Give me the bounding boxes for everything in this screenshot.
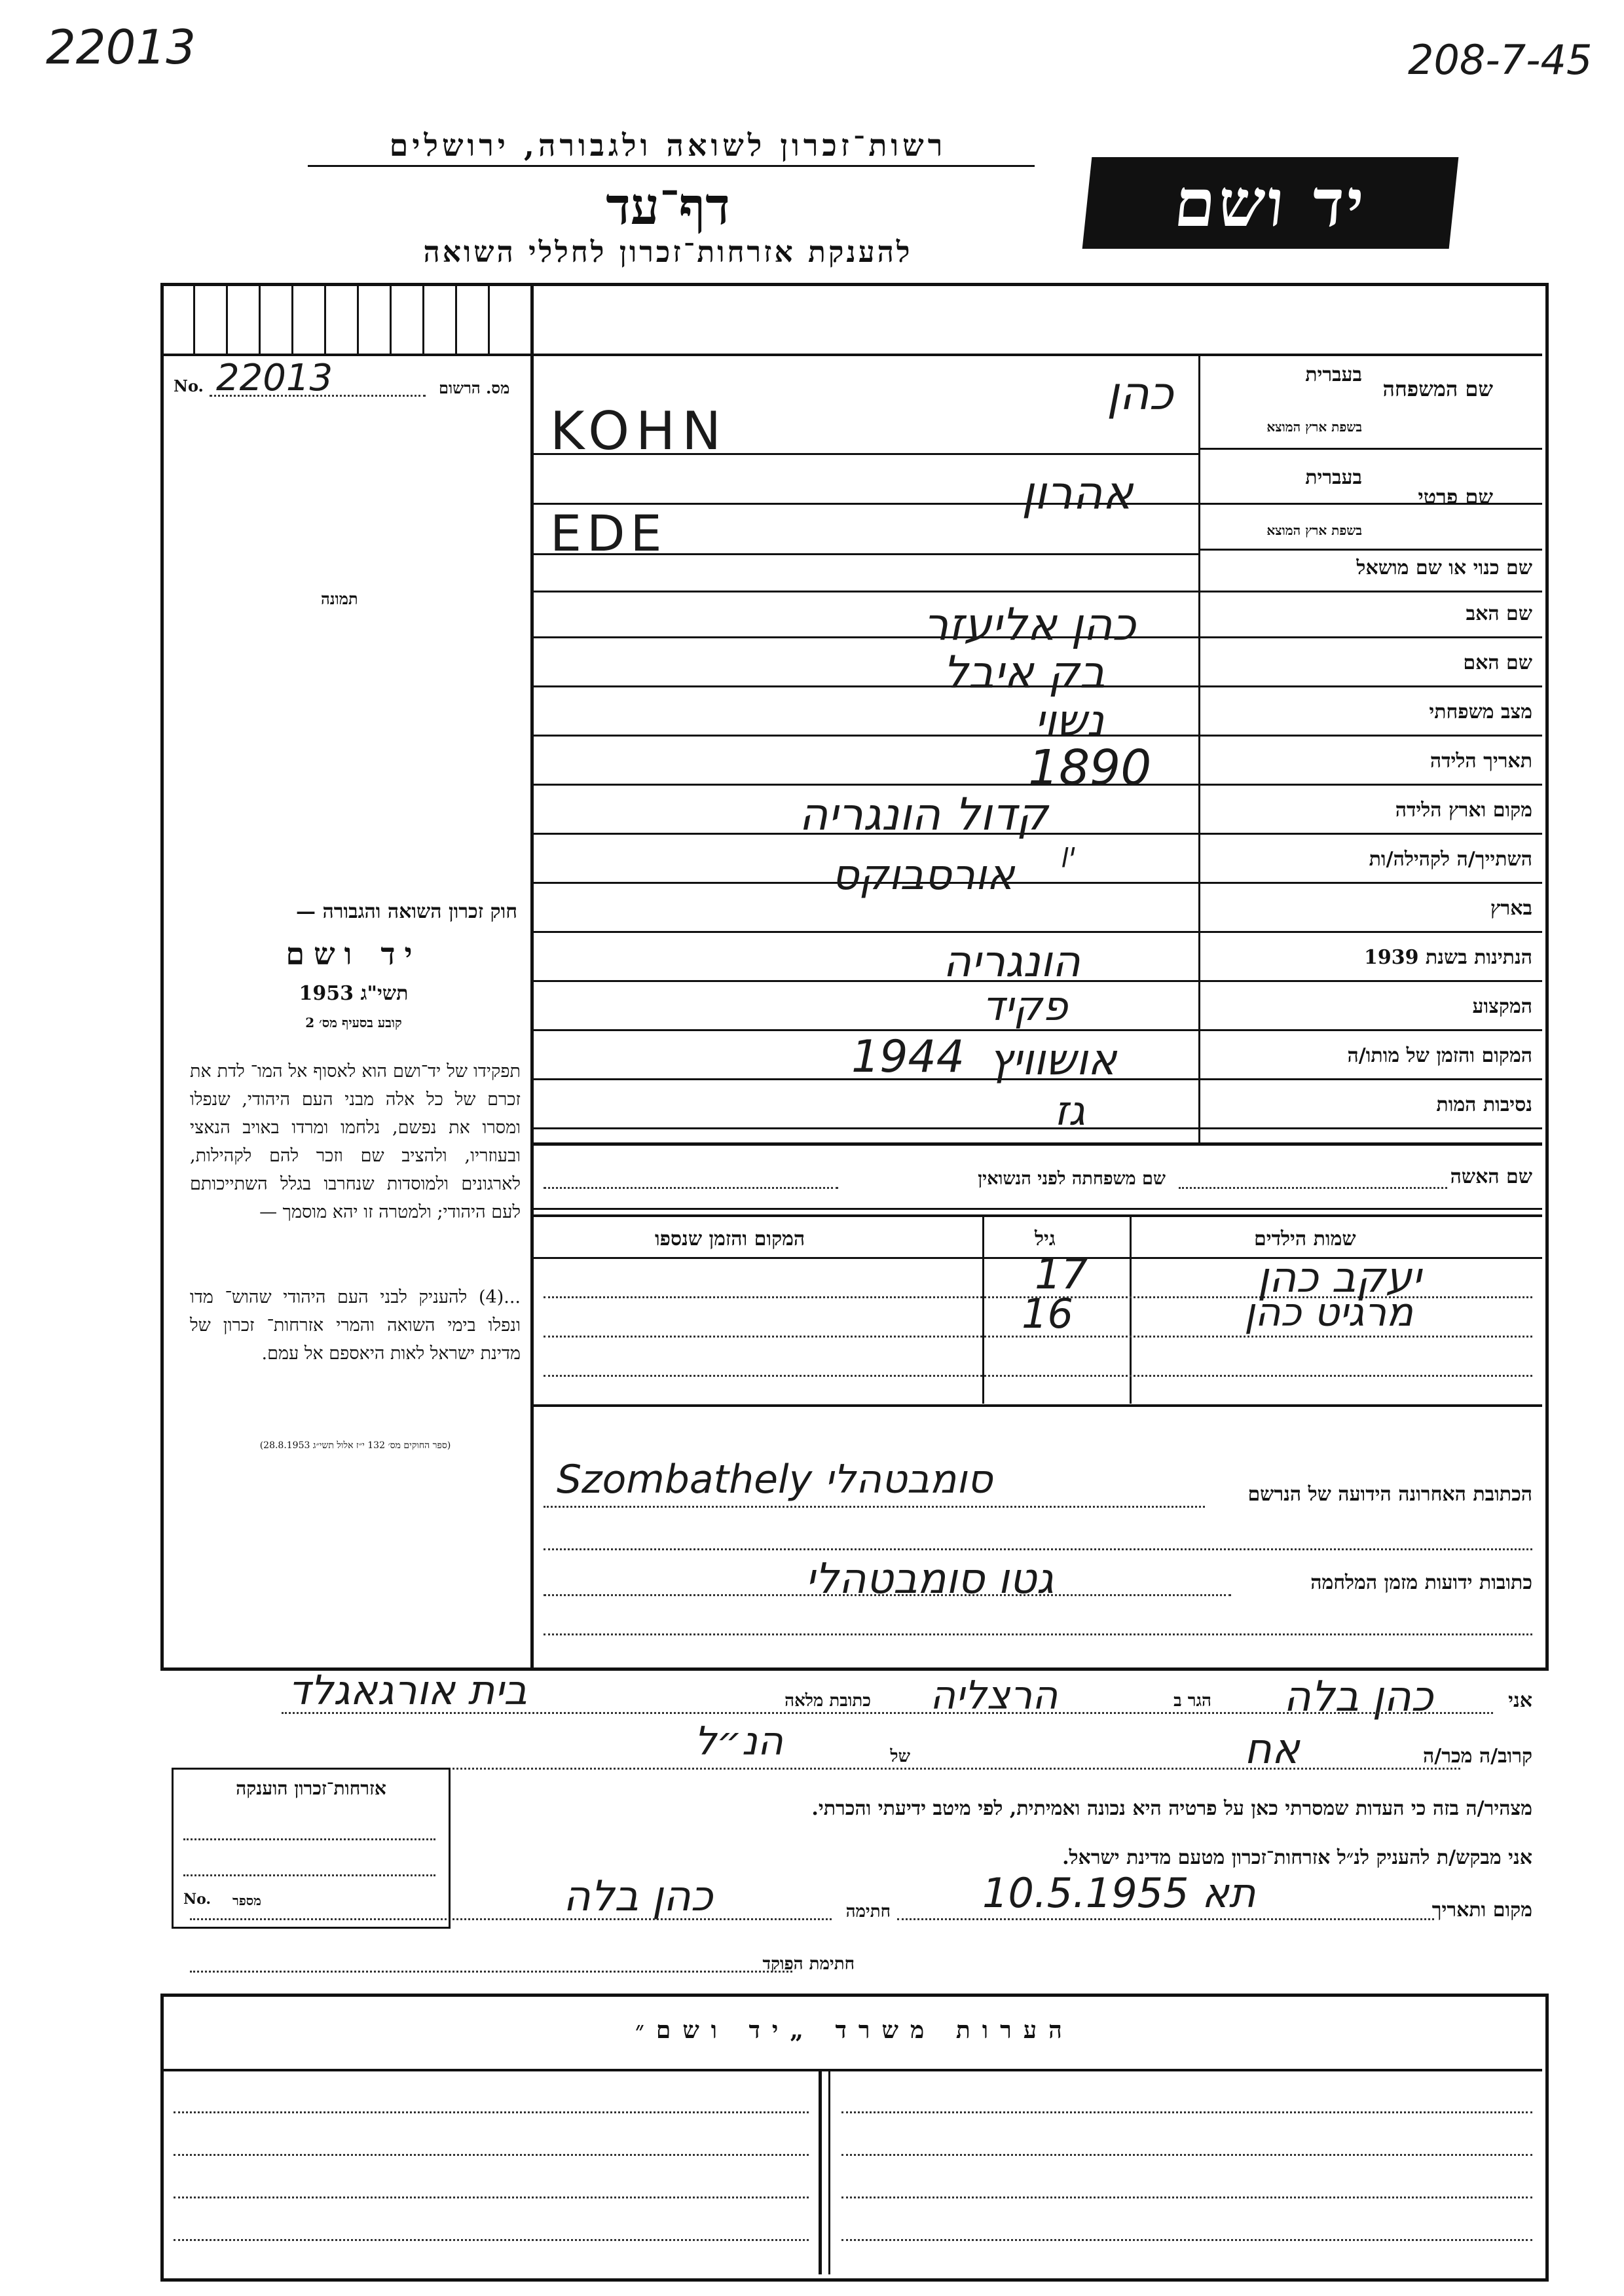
witness-declaration: מצהיר/ה בזה כי העדות שמסרתי כאן על פרטיה היא נכונה ואמיתית, לפי מיטב ידיעתי והכרתי.	[811, 1797, 1532, 1820]
first-name-origin-value: EDE	[550, 504, 667, 562]
father-value: כהן אליעזר	[923, 599, 1136, 651]
war-addresses-label: כתובות ידועות מזמן המלחמה	[1310, 1571, 1532, 1594]
nationality-value: הונגריה	[943, 936, 1080, 987]
authority-title: רשות־זכרון לשואה ולגבורה, ירושלים	[389, 128, 947, 163]
place-date-value: תא 10.5.1955	[982, 1869, 1256, 1917]
birth-place-label: מקום וארץ הלידה	[1395, 799, 1532, 822]
witness-relation-label: קרוב/ה מכר/ה	[1423, 1745, 1532, 1768]
wife-maiden-label: שם משפחתה לפני הנשואין	[978, 1169, 1166, 1189]
law-year: תשי"ג 1953	[299, 982, 409, 1005]
circumstances-label: נסיבות המות	[1436, 1093, 1532, 1116]
country-label: בארץ	[1490, 897, 1532, 920]
mother-value: בק איבל	[943, 647, 1105, 699]
birth-date-label: תאריך הלידה	[1430, 750, 1532, 773]
law-title: חוק זכרון השואה והגבורה —	[296, 900, 517, 923]
birth-date-value: 1890	[1028, 740, 1152, 796]
photo-label: תמונה	[321, 589, 358, 608]
mother-label: שם האם	[1463, 651, 1532, 674]
law-paragraph: תפקידו של יד־ושם הוא לאסוף אל המו־ לדת את זכרם של כל אלה מבני העם היהודי, שנפלו ומסרו את נפשם, נלחמו ומרדו באויב הנאצי ובעוזריו, ולהציב שם וזכר להם לקהילות, לארגונים ולמוסדות שנחרבו בגלל השתייכותם לעם היהודי; ולמטרה זו יהא מוסמך —	[190, 1061, 521, 1222]
death-place-value: אושוויץ	[989, 1034, 1117, 1085]
war-addresses-value: גטו סומבטהלי	[805, 1555, 1054, 1603]
nationality-label: הנתינות בשנת 1939	[1363, 946, 1532, 969]
witness-relation: אח	[1244, 1725, 1300, 1774]
circumstances-value: גז	[1054, 1087, 1086, 1135]
witness-city: הרצליה	[930, 1673, 1058, 1719]
child-2-age: 16	[1022, 1290, 1073, 1338]
registration-number: 22013	[216, 357, 333, 399]
first-name-origin-label: בשפת ארץ המוצא	[1266, 522, 1362, 538]
law-citation: (ספר החוקים מס׳ 132 י״ז אלול תשי״ג 28.8.1953)	[259, 1440, 451, 1451]
citizenship-no-label: No.	[183, 1891, 212, 1908]
citizenship-number-label: מספר	[232, 1893, 261, 1908]
marital-value: נשוי	[1035, 695, 1104, 746]
community-value: אורסבוקס	[832, 851, 1015, 900]
children-place-header: המקום והזמן שנספו	[655, 1228, 805, 1250]
community-prefix: ין	[1061, 838, 1074, 868]
father-label: שם האב	[1466, 602, 1532, 625]
children-age-header: גיל	[1035, 1228, 1056, 1250]
child-1-name: יעקב כהן	[1257, 1254, 1422, 1302]
form-subtitle: להענקת אזרחות־זכרון לחללי השואה	[423, 236, 913, 269]
first-name-hebrew-value: אהרון	[1022, 466, 1134, 520]
officer-signature-label: חתימת הפוקד	[762, 1954, 855, 1974]
last-address-value: Szombathely סומבטהלי	[557, 1457, 993, 1503]
surname-hebrew-label: בעברית	[1305, 363, 1362, 386]
community-label: השתייך/ה לקהילה/ות	[1369, 848, 1532, 871]
surname-label: שם המשפחה	[1382, 376, 1493, 401]
signature-value: כהן בלה	[563, 1872, 713, 1921]
signature-label: חתימה	[845, 1902, 891, 1922]
yad-vashem-logo: יד ושם	[1082, 157, 1459, 249]
profession-label: המקצוע	[1472, 995, 1532, 1018]
citizenship-box	[172, 1768, 451, 1929]
profession-value: פקיד	[982, 982, 1068, 1030]
office-notes-title: הערות משרד „יד ושם״	[635, 2016, 1074, 2044]
witness-lives-label: הגר ב	[1173, 1691, 1211, 1711]
child-2-name: מרגיט כהן	[1244, 1290, 1414, 1336]
surname-origin-label: בשפת ארץ המוצא	[1266, 419, 1362, 435]
corner-registry-number: 22013	[46, 20, 196, 75]
children-names-header: שמות הילדים	[1254, 1228, 1356, 1250]
death-year-value: 1944	[851, 1031, 965, 1083]
surname-origin-value: KOHN	[550, 401, 728, 462]
registration-label: מס. הרשום	[439, 378, 510, 397]
witness-of-label: של	[890, 1747, 910, 1766]
law-clause-4: ...(4) להעניק לבני העם היהודי שהוש־ מדו ונפלו בימי השואה והמרי אזרחות־ זכרון של מדינת ישראל לאות היאספם אל עמם.	[190, 1287, 521, 1364]
citizenship-box-title: אזרחות־זכרון הוענקה	[236, 1777, 386, 1799]
surname-hebrew-value: כהן	[1107, 367, 1173, 420]
witness-request: אני מבקש/ת להעניק לנ״ל אזרחות־זכרון מטעם מדינת ישראל.	[1062, 1846, 1532, 1869]
nickname-label: שם כנוי או שם מושאל	[1356, 556, 1532, 579]
death-label: המקום והזמן של מותו/ה	[1347, 1044, 1532, 1067]
witness-address-label: כתובת מלאה	[784, 1691, 871, 1711]
last-address-label: הכתובת האחרונה הידועה של הנרשם	[1247, 1483, 1532, 1506]
birth-place-value: קדול הונגריה	[799, 789, 1048, 841]
law-clause: קובע בסעיף מס׳ 2	[305, 1015, 402, 1030]
corner-archive-ref: 208-7-45	[1408, 36, 1593, 84]
wife-label: שם האשה	[1450, 1165, 1532, 1188]
marital-label: מצב משפחתי	[1429, 701, 1532, 723]
witness-address: בית אורגאגלד	[288, 1666, 528, 1714]
witness-of-value: הנ״ל	[694, 1719, 783, 1764]
registration-no-label: No.	[174, 376, 204, 395]
form-title: דף־עד	[606, 177, 730, 236]
place-date-label: מקום ותאריך	[1431, 1899, 1532, 1922]
law-name: יד ושם	[286, 936, 422, 972]
witness-i-label: אני	[1508, 1689, 1532, 1712]
witness-name: כהן בלה	[1283, 1673, 1433, 1721]
child-1-age: 17	[1035, 1250, 1088, 1299]
first-name-hebrew-label: בעברית	[1305, 466, 1362, 489]
first-name-label: שם פרטי	[1418, 484, 1493, 509]
